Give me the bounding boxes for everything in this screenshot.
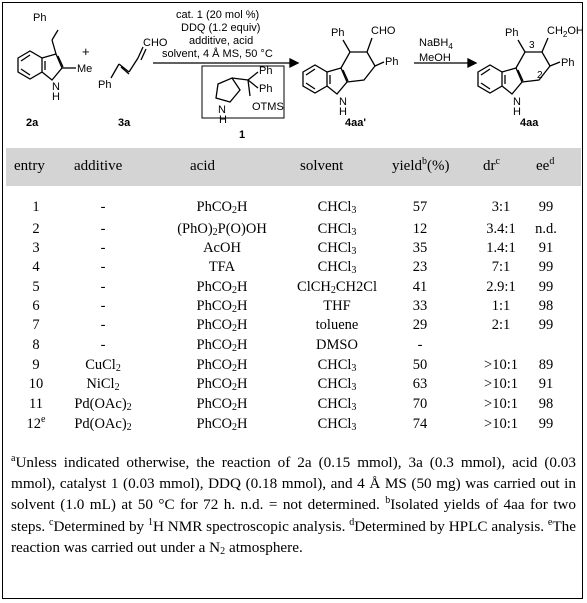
catalyst-1-label: 1 <box>239 129 246 141</box>
ch2oh-label: CH <box>547 25 563 37</box>
plus-sign: + <box>82 44 90 59</box>
ph-label: Ph <box>33 12 47 24</box>
cell-solvent: CHCl$_3$ <box>317 221 357 238</box>
h-label: H <box>52 91 60 103</box>
cho-label: CHO <box>371 25 396 37</box>
cell-dr: 2:1 <box>491 317 511 333</box>
cell-entry: 10 <box>28 376 44 392</box>
header-dr: $dr^c$ <box>483 156 500 174</box>
h-label: H <box>339 106 347 118</box>
ph-label: Ph <box>98 79 112 91</box>
reagent-line-1: cat. 1 (20 mol %) <box>176 9 260 21</box>
cell-solvent: toluene <box>315 317 359 333</box>
cell-entry: 3 <box>32 240 40 256</box>
cell-acid: PhCO$_2$H <box>196 376 248 393</box>
otms-label: OTMS <box>252 101 284 113</box>
ch2oh-end: OH <box>567 25 584 37</box>
reagent-line-2: DDQ (1.2 equiv) <box>181 22 261 34</box>
cell-yield: 23 <box>412 259 428 275</box>
cell-dr: 7:1 <box>491 259 511 275</box>
ph-label: Ph <box>505 27 519 39</box>
cell-ee: 89 <box>538 357 554 373</box>
cell-entry: 8 <box>32 337 40 353</box>
cell-entry: 12e <box>26 414 46 432</box>
cell-solvent: DMSO <box>316 337 358 353</box>
cell-yield: 63 <box>412 376 428 392</box>
cho-label: CHO <box>143 37 168 49</box>
me-label: Me <box>77 63 93 75</box>
reduction-solvent: MeOH <box>419 52 451 64</box>
cell-yield: - <box>417 337 423 353</box>
cell-additive: - <box>100 337 106 353</box>
cell-additive: $Pd(OAc)_2$ <box>74 396 132 413</box>
cell-dr: 3.4:1 <box>486 221 516 237</box>
compound-4aa-prime-label: 4aa' <box>345 117 366 129</box>
cell-ee: 99 <box>538 317 554 333</box>
cell-dr: 1:1 <box>491 298 511 314</box>
cell-additive: - <box>100 298 106 314</box>
cell-dr: >10:1 <box>484 416 518 432</box>
nh-label: N <box>339 96 347 108</box>
ch2oh-sub: 2 <box>562 30 568 39</box>
svg-text:NaBH4 <box>419 37 453 51</box>
cell-acid: PhCO$_2$H <box>196 279 248 296</box>
cell-yield: 29 <box>412 317 428 333</box>
cell-entry: 2 <box>32 221 40 237</box>
cell-additive: - <box>100 199 106 215</box>
cell-acid: PhCO$_2$H <box>196 298 248 315</box>
reagent-line-3: additive, acid <box>189 35 254 47</box>
cell-yield: 33 <box>412 298 428 314</box>
cell-ee: 99 <box>538 279 554 295</box>
cell-dr: 3:1 <box>491 199 511 215</box>
reagent-line-4: solvent, 4 Å MS, 50 °C <box>162 48 273 60</box>
cell-entry: 1 <box>32 199 40 215</box>
cell-ee: n.d. <box>535 221 557 237</box>
cell-ee: 98 <box>538 396 554 412</box>
cell-solvent: ClCH$_2$CH2Cl <box>297 279 377 296</box>
cell-acid: TFA <box>208 259 236 275</box>
cell-solvent: CHCl$_3$ <box>317 376 357 393</box>
ph-label: Ph <box>331 27 345 39</box>
catalyst-n-label: N <box>218 104 226 116</box>
cell-acid: PhCO$_2$H <box>196 317 248 334</box>
header-solvent: solvent <box>300 158 344 174</box>
cell-ee: 91 <box>538 376 554 392</box>
cell-solvent: THF <box>323 298 351 314</box>
cell-solvent: CHCl$_3$ <box>317 396 357 413</box>
cell-additive: - <box>100 221 106 237</box>
cell-acid: PhCO$_2$H <box>196 337 248 354</box>
reduction-sub: 4 <box>448 42 453 51</box>
cell-solvent: CHCl$_3$ <box>317 259 357 276</box>
header-additive: additive <box>74 158 123 174</box>
position-3-label: 3 <box>529 40 535 51</box>
cell-yield: 57 <box>412 199 428 215</box>
cell-yield: 35 <box>412 240 428 256</box>
ph-label: Ph <box>385 56 399 68</box>
cell-entry: 5 <box>32 279 40 295</box>
cell-additive: - <box>100 279 106 295</box>
cell-solvent: CHCl$_3$ <box>317 240 357 257</box>
cell-solvent: CHCl$_3$ <box>317 416 357 433</box>
cell-ee: 99 <box>538 416 554 432</box>
cell-additive: - <box>100 317 106 333</box>
catalyst-h-label: H <box>219 114 227 126</box>
ph-label: Ph <box>561 57 575 69</box>
cell-yield: 74 <box>412 416 428 432</box>
cell-ee: 99 <box>538 259 554 275</box>
cell-dr: >10:1 <box>484 376 518 392</box>
cell-dr: 2.9:1 <box>486 279 516 295</box>
cell-additive: - <box>100 240 106 256</box>
header-yield: yield$^b$(%) <box>392 156 450 174</box>
cell-entry: 11 <box>29 396 43 412</box>
compound-3a-label: 3a <box>118 117 131 129</box>
cell-entry: 9 <box>32 357 40 373</box>
nh-label: N <box>513 96 521 108</box>
cell-solvent: CHCl$_3$ <box>317 357 357 374</box>
h-label: H <box>513 106 521 118</box>
cell-solvent: CHCl$_3$ <box>317 199 357 216</box>
header-ee: $ee^d$ <box>536 156 555 174</box>
header-acid: acid <box>190 158 215 174</box>
footnotes: $^a$Unless indicated otherwise, the reaction of 2a (0.15 mmol), 3a (0.3 mmol), acid (0.03 mmol), catalyst 1 (0.03 mmol), DDQ (0.18 mmol), and 4 Å MS (50 mg) was carried out in solvent (1.0 mL) at 50 °C for 72 h. n.d. = not determined. $^b$Isolated yields of 4aa for two steps. $^c$Determined by $^1$H NMR spectroscopic analysis. $^d$Determined by HPLC analysis. $^e$The reaction was carried out under a $N_2$ atmosphere. <box>11 453 576 557</box>
cell-additive: - <box>100 259 106 275</box>
compound-2a-label: 2a <box>26 117 39 129</box>
reaction-scheme <box>0 0 587 150</box>
cell-yield: 12 <box>412 221 428 237</box>
cell-ee: 98 <box>538 298 554 314</box>
ph-label: Ph <box>259 83 273 95</box>
position-2-label: 2 <box>537 70 543 81</box>
cell-additive: $Pd(OAc)_2$ <box>74 416 132 433</box>
svg-text:CH2OH <box>547 25 584 39</box>
cell-yield: 70 <box>412 396 428 412</box>
cell-dr: >10:1 <box>484 357 518 373</box>
cell-entry: 4 <box>32 259 40 275</box>
cell-additive: NiCl$_2$ <box>86 376 120 393</box>
cell-entry: 7 <box>32 317 40 333</box>
cell-acid: PhCO$_2$H <box>196 357 248 374</box>
cell-acid: PhCO$_2$H <box>196 396 248 413</box>
header-entry: entry <box>14 158 45 174</box>
reduction-reagent: NaBH <box>419 37 449 49</box>
cell-dr: >10:1 <box>484 396 518 412</box>
ph-label: Ph <box>259 65 273 77</box>
cell-ee: 99 <box>538 199 554 215</box>
cell-additive: CuCl$_2$ <box>85 357 121 374</box>
cell-acid: AcOH <box>203 240 241 256</box>
cell-entry: 6 <box>32 298 40 314</box>
cell-dr: 1.4:1 <box>486 240 516 256</box>
cell-acid: $(PhO)_2P(O)OH$ <box>177 221 267 238</box>
cell-yield: 41 <box>412 279 428 295</box>
cell-ee: 91 <box>538 240 554 256</box>
compound-4aa-label: 4aa <box>520 117 539 129</box>
cell-yield: 50 <box>412 357 428 373</box>
cell-acid: PhCO$_2$H <box>196 199 248 216</box>
cell-acid: PhCO$_2$H <box>196 416 248 433</box>
nh-label: N <box>52 81 60 93</box>
